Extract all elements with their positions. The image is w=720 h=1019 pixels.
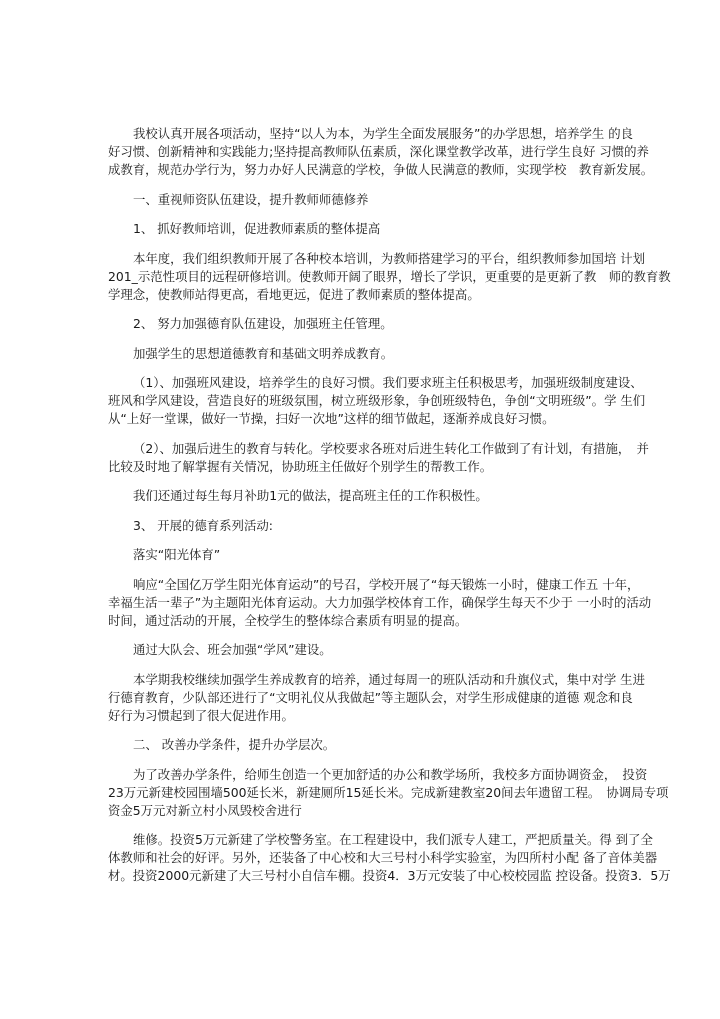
- paragraph: [108, 517, 615, 535]
- text-line: 资金5万元对新立村小凤毁校舍进行: [108, 802, 302, 818]
- text-line: 好行为习惯起到了很大促进作用。: [108, 707, 294, 723]
- text-line: 落实“阳光体育”: [133, 547, 221, 562]
- text-line: （1）、加强班风建设，培养学生的良好习惯。我们要求班主任积极思考，加强班级制度建设、: [133, 375, 643, 390]
- text-line: 23万元新建校园围墙500延长米，新建厕所15延长米。完成新建教室20间去年遗留工程。 协调局专项: [108, 784, 669, 800]
- text-line: 班风和学风建设，营造良好的班级氛围，树立班级形象，争创班级特色，争创“文明班级”。学 生们: [108, 393, 646, 408]
- text-line: 好习惯、创新精神和实践能力;坚持提高教师队伍素质，深化课堂教学改革，进行学生良好 习惯的养: [108, 144, 649, 159]
- paragraph: [108, 641, 615, 659]
- text-line: 材。投资2000元新建了大三号村小自信车棚。投资4．3万元安装了中心校校园监 控设备。投资3．5万: [108, 868, 671, 883]
- text-line: 本学期我校继续加强学生养成教育的培养，通过每周一的班队活动和升旗仪式，集中对学 生进: [133, 671, 645, 687]
- paragraph: [108, 191, 615, 209]
- text-line: 成教育，规范办学行为，努力办好人民满意的学校，争做人民满意的教师，实现学校 教育新发展。: [108, 162, 654, 177]
- text-line: 一、重视师资队伍建设，提升教师师德修养: [133, 191, 369, 207]
- paragraph: [108, 487, 615, 505]
- text-line: 体教师和社会的好评。另外，还装备了中心校和大三号村小科学实验室，为四所村小配 备了音体美器: [108, 850, 658, 865]
- paragraph: [108, 220, 615, 238]
- text-line: 我们还通过每生每月补助1元的做法，提高班主任的工作积极性。: [133, 488, 488, 503]
- paragraph: [108, 440, 649, 476]
- text-line: 1、 抓好教师培训，促进教师素质的整体提高: [133, 221, 381, 236]
- text-line: 二、 改善办学条件，提升办学层次。: [133, 737, 336, 752]
- text-line: （2）、加强后进生的教育与转化。学校要求各班对后进生转化工作做到了有计划，有措施， 并: [133, 440, 649, 456]
- text-line: 维修。投资5万元新建了学校警务室。在工程建设中，我们派专人建工，严把质量关。得 到了全: [133, 832, 653, 847]
- paragraph: [108, 576, 652, 630]
- text-line: 响应“全国亿万学生阳光体育运动”的号召，学校开展了“每天锻炼一小时，健康工作五 十年，: [133, 576, 640, 592]
- text-line: 幸福生活一辈子”为主题阳光体育运动。大力加强学校体育工作，确保学生每天不少于 一小时的活动: [108, 594, 652, 610]
- paragraph: [108, 766, 669, 820]
- text-line: 我校认真开展各项活动，坚持“以人为本，为学生全面发展服务”的办学思想，培养学生 的良: [133, 126, 634, 141]
- paragraph: [108, 374, 646, 428]
- paragraph: [108, 831, 671, 885]
- text-line: 时间，通过活动的开展，全校学生的整体综合素质有明显的提高。: [108, 612, 468, 628]
- text-line: 通过大队会、班会加强“学风”建设。: [133, 642, 332, 657]
- text-line: 学理念，使教师站得更高，看地更远，促进了教师素质的整体提高。: [108, 286, 480, 302]
- text-line: 从“上好一堂课，做好一节操，扫好一次地”这样的细节做起，逐渐养成良好习惯。: [108, 411, 555, 426]
- paragraph: [108, 250, 671, 304]
- text-line: 3、 开展的德育系列活动:: [133, 517, 273, 533]
- text-line: 2、 努力加强德育队伍建设，加强班主任管理。: [133, 316, 393, 331]
- text-line: 比较及时地了解掌握有关情况，协助班主任做好个别学生的帮教工作。: [108, 458, 493, 474]
- paragraph: [108, 125, 654, 179]
- text-line: 加强学生的思想道德教育和基础文明养成教育。: [133, 345, 394, 361]
- paragraph: [108, 345, 615, 363]
- paragraph: [108, 546, 615, 564]
- paragraph: [108, 315, 615, 333]
- text-line: 为了改善办学条件，给师生创造一个更加舒适的办公和教学场所，我校多方面协调资金， 投资: [133, 766, 648, 782]
- text-line: 201_示范性项目的远程研修培训。使教师开阔了眼界，增长了学识，更重要的是更新了教 师的教育教: [108, 268, 671, 284]
- paragraph: [108, 671, 645, 725]
- document-page: [108, 125, 671, 897]
- text-line: 本年度，我们组织教师开展了各种校本培训，为教师搭建学习的平台，组织教师参加国培 计划: [133, 250, 645, 266]
- text-line: 行德育教育，少队部还进行了“文明礼仪从我做起”等主题队会，对学生形成健康的道德 观念和良: [108, 689, 633, 705]
- paragraph: [108, 736, 615, 754]
